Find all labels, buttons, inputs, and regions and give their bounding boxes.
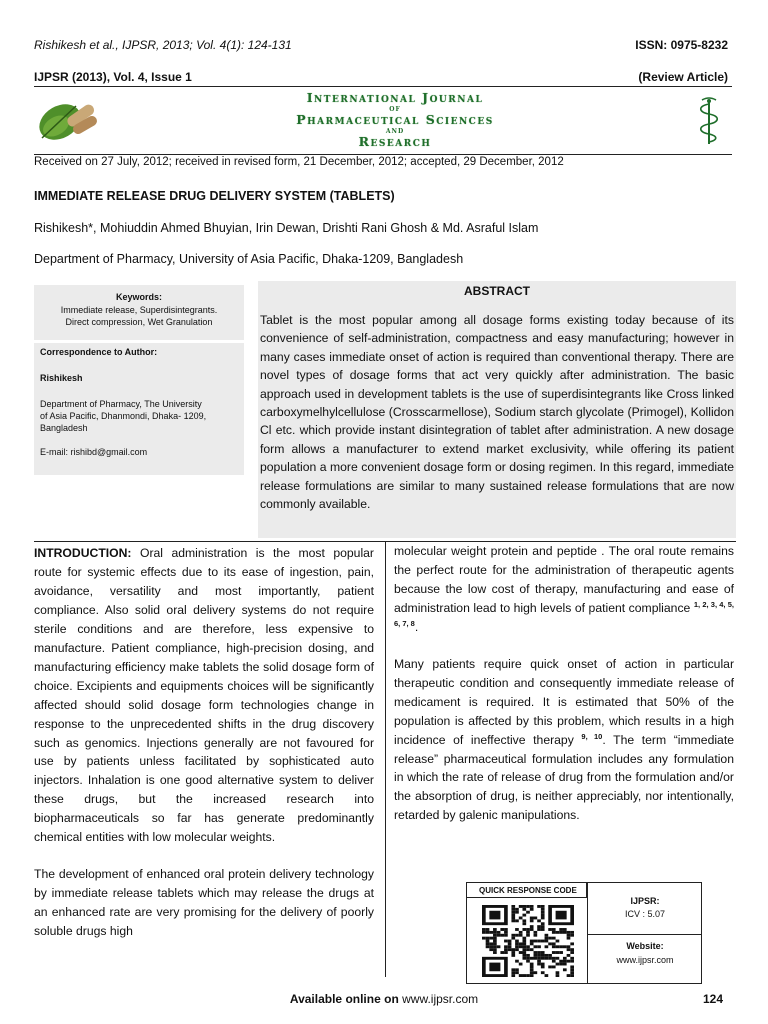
header-rule bbox=[34, 86, 732, 87]
right-column bbox=[394, 542, 734, 825]
masthead-line-1: International Journal bbox=[306, 90, 484, 105]
article-type: (Review Article) bbox=[638, 70, 728, 84]
author-list: Rishikesh*, Mohiuddin Ahmed Bhuyian, Irin Dewan, Drishti Rani Ghosh & Md. Asraful Islam bbox=[34, 221, 539, 235]
correspondence-address-line-1: Department of Pharmacy, The University bbox=[40, 399, 202, 409]
citation-header: Rishikesh et al., IJPSR, 2013; Vol. 4(1): 124-131 bbox=[34, 38, 292, 52]
development-paragraph: The development of enhanced oral protein delivery technology by immediate release tablets which may release the drugs at an enhanced rate are very promising for the delivery of poorly soluble drugs high bbox=[34, 867, 374, 939]
footer-available-label: Available online on bbox=[289, 992, 403, 1006]
masthead-line-4: and bbox=[385, 125, 405, 135]
journal-masthead bbox=[230, 92, 560, 147]
column-divider bbox=[385, 541, 386, 977]
masthead-line-2: of bbox=[389, 103, 401, 113]
ijpsr-cell bbox=[588, 895, 702, 921]
masthead-line-3: Pharmaceutical Sciences bbox=[296, 112, 494, 127]
page-number: 124 bbox=[703, 992, 724, 1006]
website-label: Website: bbox=[626, 941, 664, 951]
left-column bbox=[34, 544, 374, 941]
paper-title: IMMEDIATE RELEASE DRUG DELIVERY SYSTEM (TABLETS) bbox=[34, 189, 395, 203]
footer-availability bbox=[0, 992, 768, 1006]
footer-url[interactable]: www.ijpsr.com bbox=[402, 992, 479, 1006]
correspondence-email: E-mail: rishibd@gmail.com bbox=[40, 447, 148, 457]
quick-onset-paragraph bbox=[394, 655, 734, 826]
journal-issue: IJPSR (2013), Vol. 4, Issue 1 bbox=[34, 70, 192, 84]
received-dates: Received on 27 July, 2012; received in revised form, 21 December, 2012; accepted, 29 December, 2012 bbox=[34, 156, 564, 168]
qr-code-icon bbox=[482, 905, 574, 977]
oral-route-text: molecular weight protein and peptide . The oral route remains the perfect route for the administration of therapeutic agents because the low cost of therapy, manufacturing and ease of administration lead to high levels of patient compliance bbox=[394, 544, 734, 615]
quick-onset-text-a: Many patients require quick onset of action in particular therapeutic condition and consequently immediate release of medicament is required. It is estimated that 50% of the population is affected by this problem, which results in a high incidence of ineffective therapy bbox=[394, 656, 734, 747]
citation-refs-1-8: 1, 2, 3, 4, 5, 6, 7, 8 bbox=[394, 599, 734, 628]
website-url[interactable]: www.ijpsr.com bbox=[616, 955, 674, 965]
correspondence-address-line-3: Bangladesh bbox=[40, 423, 88, 433]
correspondence-name: Rishikesh bbox=[40, 373, 83, 383]
qr-heading: QUICK RESPONSE CODE bbox=[467, 883, 587, 898]
caduceus-icon bbox=[694, 96, 724, 146]
keywords-line-2: Direct compression, Wet Granulation bbox=[65, 317, 213, 327]
abstract-box bbox=[258, 281, 736, 538]
leaf-capsule-logo bbox=[36, 92, 100, 146]
correspondence-title: Correspondence to Author: bbox=[40, 347, 158, 357]
oral-route-end: . bbox=[414, 619, 419, 634]
correspondence-address-line-2: of Asia Pacific, Dhanmondi, Dhaka- 1209, bbox=[40, 411, 207, 421]
issn: ISSN: 0975-8232 bbox=[635, 38, 728, 52]
keywords-line-1: Immediate release, Superdisintegrants. bbox=[60, 304, 218, 315]
qr-cell-divider bbox=[587, 934, 702, 935]
introduction-paragraph bbox=[34, 544, 374, 847]
ijpsr-label: IJPSR: bbox=[630, 896, 660, 906]
abstract-title: ABSTRACT bbox=[464, 284, 530, 298]
abstract-text: Tablet is the most popular among all dosage forms existing today because of its convenience of self-administration, compactness and easy manufacturing; however in many cases immediate onset of action is required than conventional therapy. There are novel types of dosage forms that act very quickly after administration. The basic approach used in development tablets is the use of superdisintegrants like Cross linked carboxymelhylcellulose (Crosscarmellose), Sodium starch glycolate (Primogel), Kollidon Cl etc. which provide instant disintegration of tablet after administration. A new dosage form allows a manufacturer to extend market exclusivity, while offering its patient population a more convenient dosage form or dosing regimen. In this regard, immediate release formulations are similar to many sustained release formulations that are now commonly available. bbox=[260, 313, 734, 512]
correspondence-box bbox=[34, 343, 244, 475]
website-cell bbox=[588, 939, 702, 967]
citation-refs-9-10: 9, 10 bbox=[581, 731, 603, 741]
introduction-heading: INTRODUCTION: bbox=[34, 546, 132, 560]
icv-value: ICV : 5.07 bbox=[624, 909, 666, 919]
masthead-line-5: Research bbox=[358, 134, 432, 149]
author-affiliation: Department of Pharmacy, University of Asia Pacific, Dhaka-1209, Bangladesh bbox=[34, 252, 464, 266]
keywords-title: Keywords: bbox=[115, 292, 162, 302]
masthead-rule bbox=[34, 154, 732, 155]
introduction-text: Oral administration is the most popular route for systemic effects due to its ease of ingestion, pain, avoidance, versatility and most importantly, patient compliance. Also solid oral delivery systems do not require sterile conditions and are therefore, less expensive to manufacture. Patient compliance, high-precision dosing, and manufacturing efficiency make tablets the solid dosage form of choice. Excipients and equipments choices will be significantly affected should solid dosage form technologies change in response to the unprecedented shifts in the drug discovery such as genomics. Injections generally are not favoured for use by patients unless facilitated by sophisticated auto injectors. Inhalation is one good alternative system to deliver these drugs, but the increased research into biopharmaceuticals so far has generate predominantly chemical entities with low molecular weights. bbox=[34, 546, 374, 845]
oral-route-paragraph bbox=[394, 542, 734, 637]
keywords-box bbox=[34, 285, 244, 340]
quick-onset-text-b: . The term “immediate release” pharmaceutical formulation includes any formulation in which the rate of release of drug from the formulation and/or the absorption of drug, is neither appreciably, nor intentionally, retarded by galenic manipulations. bbox=[394, 732, 735, 823]
quick-response-box bbox=[466, 882, 702, 984]
